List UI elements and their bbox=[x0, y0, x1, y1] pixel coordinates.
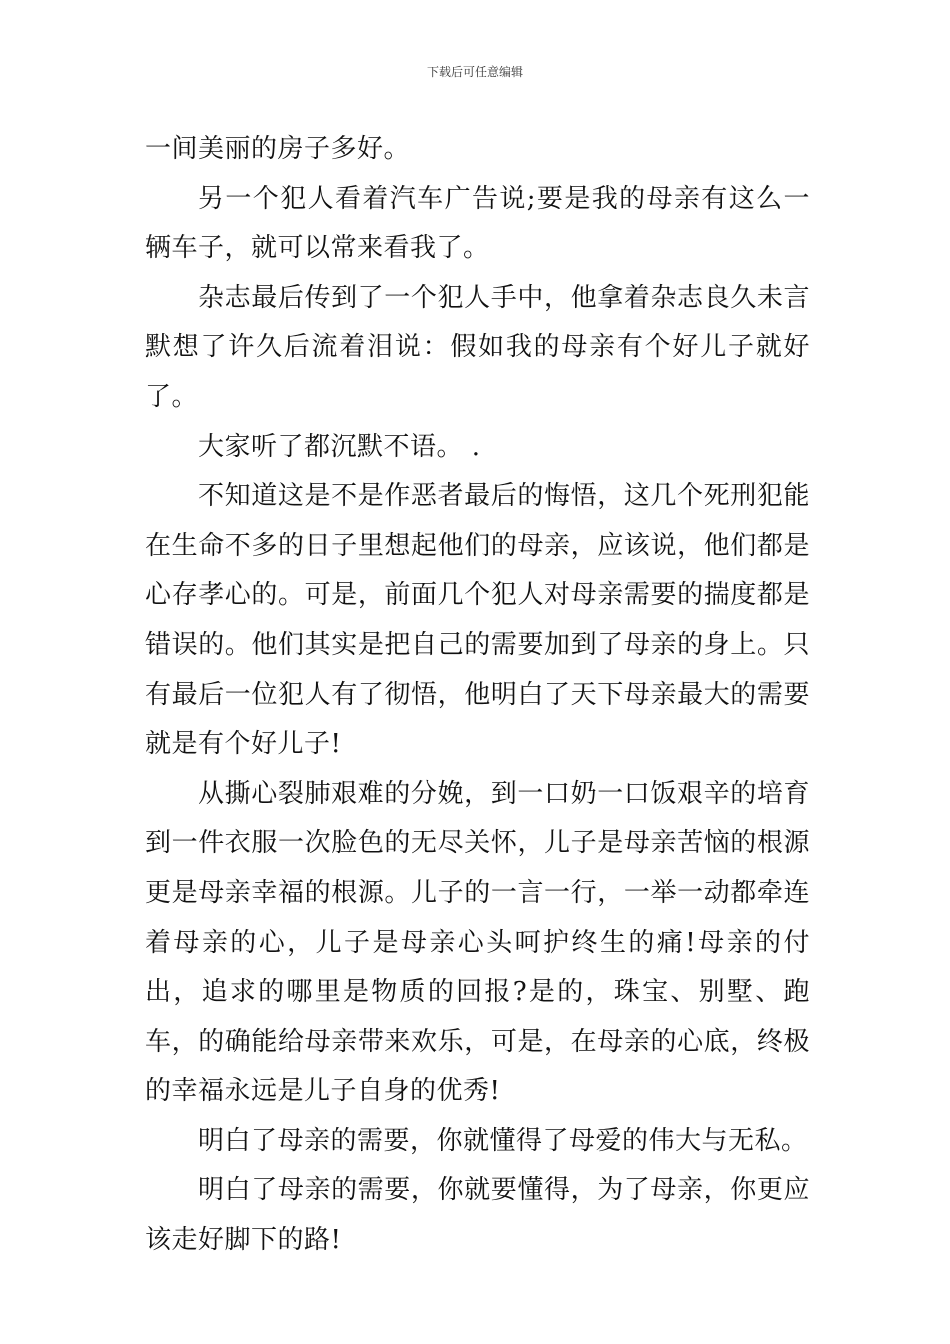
page-header: 下载后可任意编辑 bbox=[426, 65, 523, 79]
paragraph-3: 杂志最后传到了一个犯人手中，他拿着杂志良久未言默想了许久后流着泪说：假如我的母亲有个好儿子就好了。 bbox=[145, 282, 810, 412]
paragraph-6: 从撕心裂肺艰难的分娩，到一口奶一口饭艰辛的培育到一件衣服一次脸色的无尽关怀，儿子是母亲苦恼的根源更是母亲幸福的根源。儿子的一言一行，一举一动都牵连着母亲的心，儿子是母亲心头呵护终生的痛!母亲的付出，追求的哪里是物质的回报?是的，珠宝、别墅、跑车，的确能给母亲带来欢乐，可是，在母亲的心底，终极的幸福永远是儿子自身的优秀! bbox=[145, 778, 810, 1107]
paragraph-4: 大家听了都沉默不语。 . bbox=[198, 431, 481, 462]
paragraph-8: 明白了母亲的需要，你就要懂得，为了母亲，你更应该走好脚下的路! bbox=[145, 1175, 810, 1256]
paragraph-7: 明白了母亲的需要，你就懂得了母爱的伟大与无私。 bbox=[198, 1125, 808, 1156]
paragraph-1: 一间美丽的房子多好。 bbox=[145, 134, 411, 164]
document-body bbox=[145, 125, 810, 1266]
paragraph-2: 另一个犯人看着汽车广告说;要是我的母亲有这么一辆车子，就可以常来看我了。 bbox=[145, 183, 810, 264]
paragraph-5: 不知道这是不是作恶者最后的悔悟，这几个死刑犯能在生命不多的日子里想起他们的母亲，应该说，他们都是心存孝心的。可是，前面几个犯人对母亲需要的揣度都是错误的。他们其实是把自己的需要加到了母亲的身上。只有最后一位犯人有了彻悟，他明白了天下母亲最大的需要就是有个好儿子! bbox=[145, 481, 810, 760]
